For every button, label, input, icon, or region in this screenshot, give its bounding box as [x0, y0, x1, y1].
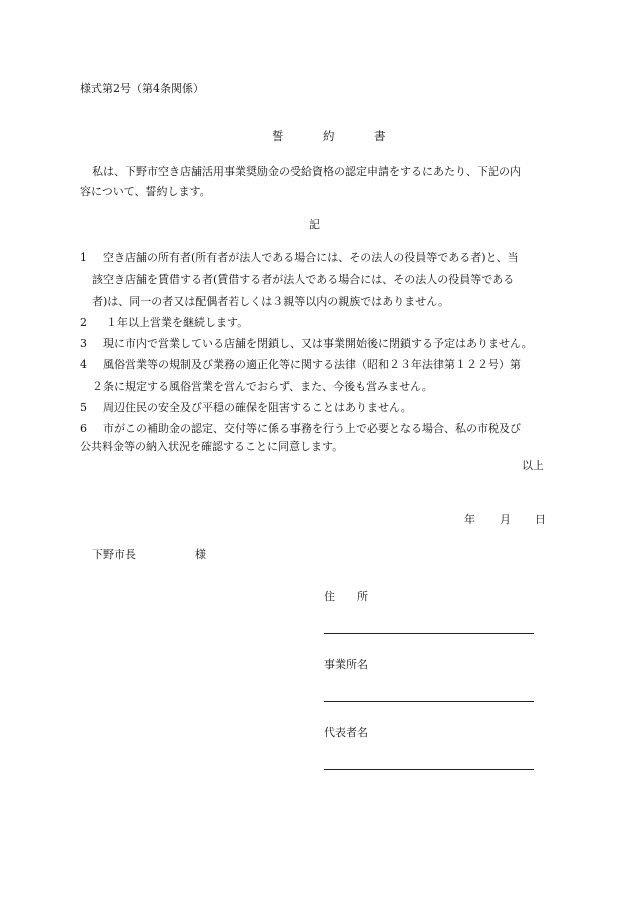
- item-5-number: 5: [80, 401, 87, 414]
- item-2-line-1: １年以上営業を継続します。: [106, 316, 249, 329]
- addressee-honorific: 様: [195, 548, 206, 561]
- item-1-line-3: 者)は、同一の者又は配偶者若しくは３親等以内の親族ではありません。: [92, 295, 449, 308]
- address-underline[interactable]: [324, 633, 534, 634]
- item-1-line-1: 空き店舗の所有者(所有者が法人である場合には、その法人の役員等である者)と、当: [103, 251, 519, 264]
- ki-heading: 記: [309, 218, 320, 231]
- ijou-closing: 以上: [522, 459, 544, 472]
- item-4-number: 4: [80, 358, 87, 371]
- intro-line-1: 私は、下野市空き店舗活用事業奨励金の受給資格の認定申請をするにあたり、下記の内: [92, 165, 521, 178]
- item-6-line-1: 市がこの補助金の認定、交付等に係る事務を行う上で必要となる場合、私の市税及び: [103, 422, 521, 435]
- item-1-line-2: 該空き店舗を賃借する者(賃借する者が法人である場合には、その法人の役員等である: [92, 273, 515, 286]
- item-2-number: 2: [80, 316, 87, 329]
- date-month: 月: [500, 513, 511, 526]
- item-1-number: 1: [80, 251, 87, 264]
- item-6-line-2: 公共料金等の納入状況を確認することに同意します。: [80, 440, 344, 453]
- item-4-line-1: 風俗営業等の規制及び業務の適正化等に関する法律（昭和２３年法律第１２２号）第: [103, 358, 521, 371]
- business-name-label: 事業所名: [324, 658, 368, 671]
- intro-line-2: 容について、誓約します。: [80, 185, 211, 198]
- item-6-number: 6: [80, 422, 87, 435]
- item-4-line-2: ２条に規定する風俗営業を営んでおらず、また、今後も営みません。: [92, 380, 433, 393]
- item-5-line-1: 周辺住民の安全及び平穏の確保を阻害することはありません。: [103, 401, 412, 414]
- representative-underline[interactable]: [324, 769, 534, 770]
- business-name-underline[interactable]: [324, 701, 534, 702]
- date-year: 年: [464, 513, 475, 526]
- item-3-line-1: 現に市内で営業している店舗を閉鎖し、又は事業開始後に閉鎖する予定はありません。: [103, 337, 533, 350]
- item-3-number: 3: [80, 337, 87, 350]
- addressee-name: 下野市長: [92, 548, 136, 561]
- address-label: 住 所: [324, 590, 368, 603]
- document-title: 誓 約 書: [272, 129, 400, 143]
- form-number: 様式第2号（第4条関係）: [80, 82, 204, 95]
- representative-label: 代表者名: [324, 726, 368, 739]
- date-day: 日: [535, 513, 546, 526]
